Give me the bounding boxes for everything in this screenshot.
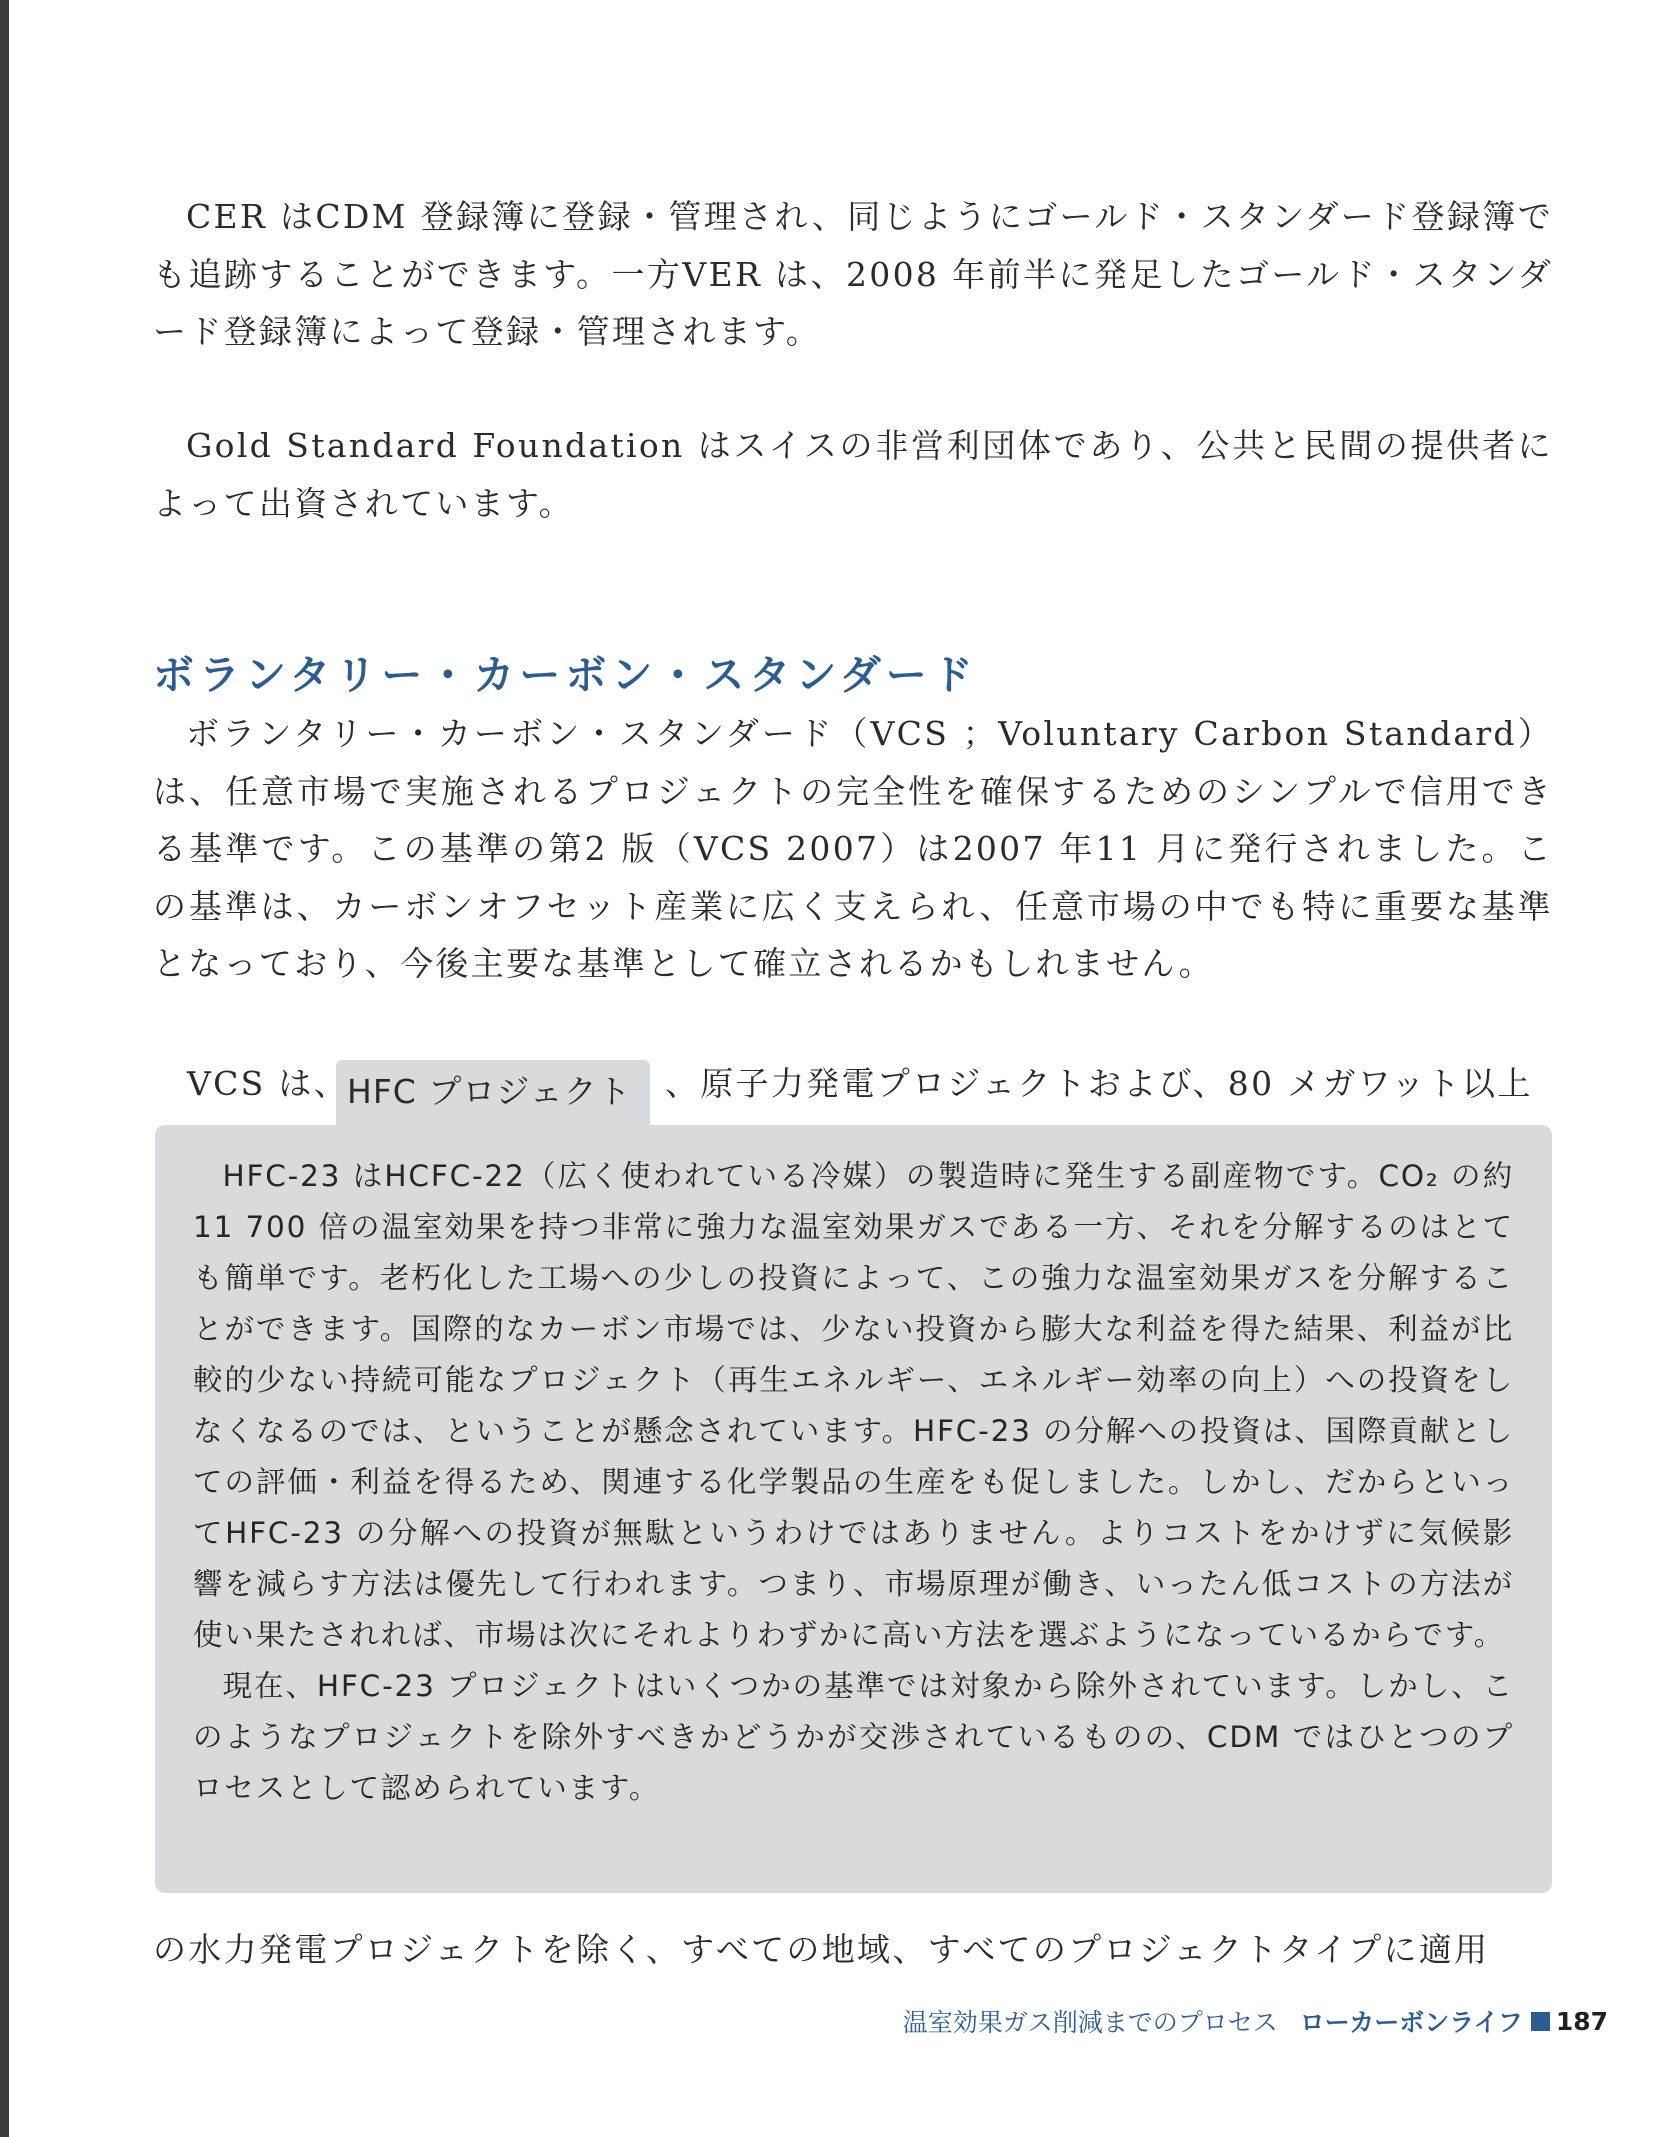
page-number: 187 bbox=[1555, 2006, 1608, 2036]
highlight-term: HFC プロジェクト bbox=[347, 1072, 632, 1111]
note-paragraph-2: 現在、HFC-23 プロジェクトはいくつかの基準では対象から除外されています。しかし、このようなプロジェクトを除外すべきかどうかが交渉されているものの、CDM ではひとつのプロセスとして認められています。 bbox=[193, 1669, 1514, 1805]
paragraph-cer-registry: CER はCDM 登録簿に登録・管理され、同じようにゴールド・スタンダード登録簿でも追跡することができます。一方VER は、2008 年前半に発足したゴールド・スタンダード登録簿によって登録・管理されます。 bbox=[153, 197, 1553, 351]
paragraph-vcs-intro: ボランタリー・カーボン・スタンダード（VCS ；Voluntary Carbon Standard）は、任意市場で実施されるプロジェクトの完全性を確保するためのシンプルで信用できる基準です。この基準の第2 版（VCS 2007）は2007 年11 月に発行されました。この基準は、カーボンオフセット産業に広く支えられ、任意市場の中でも特に重要な基準となっており、今後主要な基準として確立されるかもしれません。 bbox=[153, 714, 1553, 983]
square-icon bbox=[1531, 2012, 1550, 2031]
hfc-note-box bbox=[155, 1125, 1552, 1893]
page-footer bbox=[903, 2003, 1608, 2039]
vcs-scope-after: 、原子力発電プロジェクトおよび、80 メガワット以上 bbox=[664, 1064, 1533, 1103]
page-edge-shadow bbox=[0, 0, 9, 2137]
footer-section-title: 温室効果ガス削減までのプロセス bbox=[902, 2008, 1278, 2037]
section-heading: ボランタリー・カーボン・スタンダード bbox=[153, 651, 978, 699]
paragraph-vcs-scope-continued: の水力発電プロジェクトを除く、すべての地域、すべてのプロジェクトタイプに適用 bbox=[153, 1930, 1490, 1969]
footer-book-title: ローカーボンライフ bbox=[1299, 2008, 1523, 2037]
vcs-scope-start: VCS は、 bbox=[187, 1064, 349, 1103]
note-paragraph-1: HFC-23 はHCFC-22（広く使われている冷媒）の製造時に発生する副産物です。CO₂ の約11 700 倍の温室効果を持つ非常に強力な温室効果ガスである一方、それを分解するのはとても簡単です。老朽化した工場への少しの投資によって、この強力な温室効果ガスを分解することができます。国際的なカーボン市場では、少ない投資から膨大な利益を得た結果、利益が比較的少ない持続可能なプロジェクト（再生エネルギー、エネルギー効率の向上）への投資をしなくなるのでは、ということが懸念されています。HFC-23 の分解への投資は、国際貢献としての評価・利益を得るため、関連する化学製品の生産をも促しました。しかし、だからといってHFC-23 の分解への投資が無駄というわけではありません。よりコストをかけずに気候影響を減らす方法は優先して行われます。つまり、市場原理が働き、いったん低コストの方法が使い果たされれば、市場は次にそれよりわずかに高い方法を選ぶようになっているからです。 bbox=[193, 1159, 1514, 1652]
paragraph-gold-standard-foundation: Gold Standard Foundation はスイスの非営利団体であり、公共と民間の提供者によって出資されています。 bbox=[153, 426, 1553, 523]
